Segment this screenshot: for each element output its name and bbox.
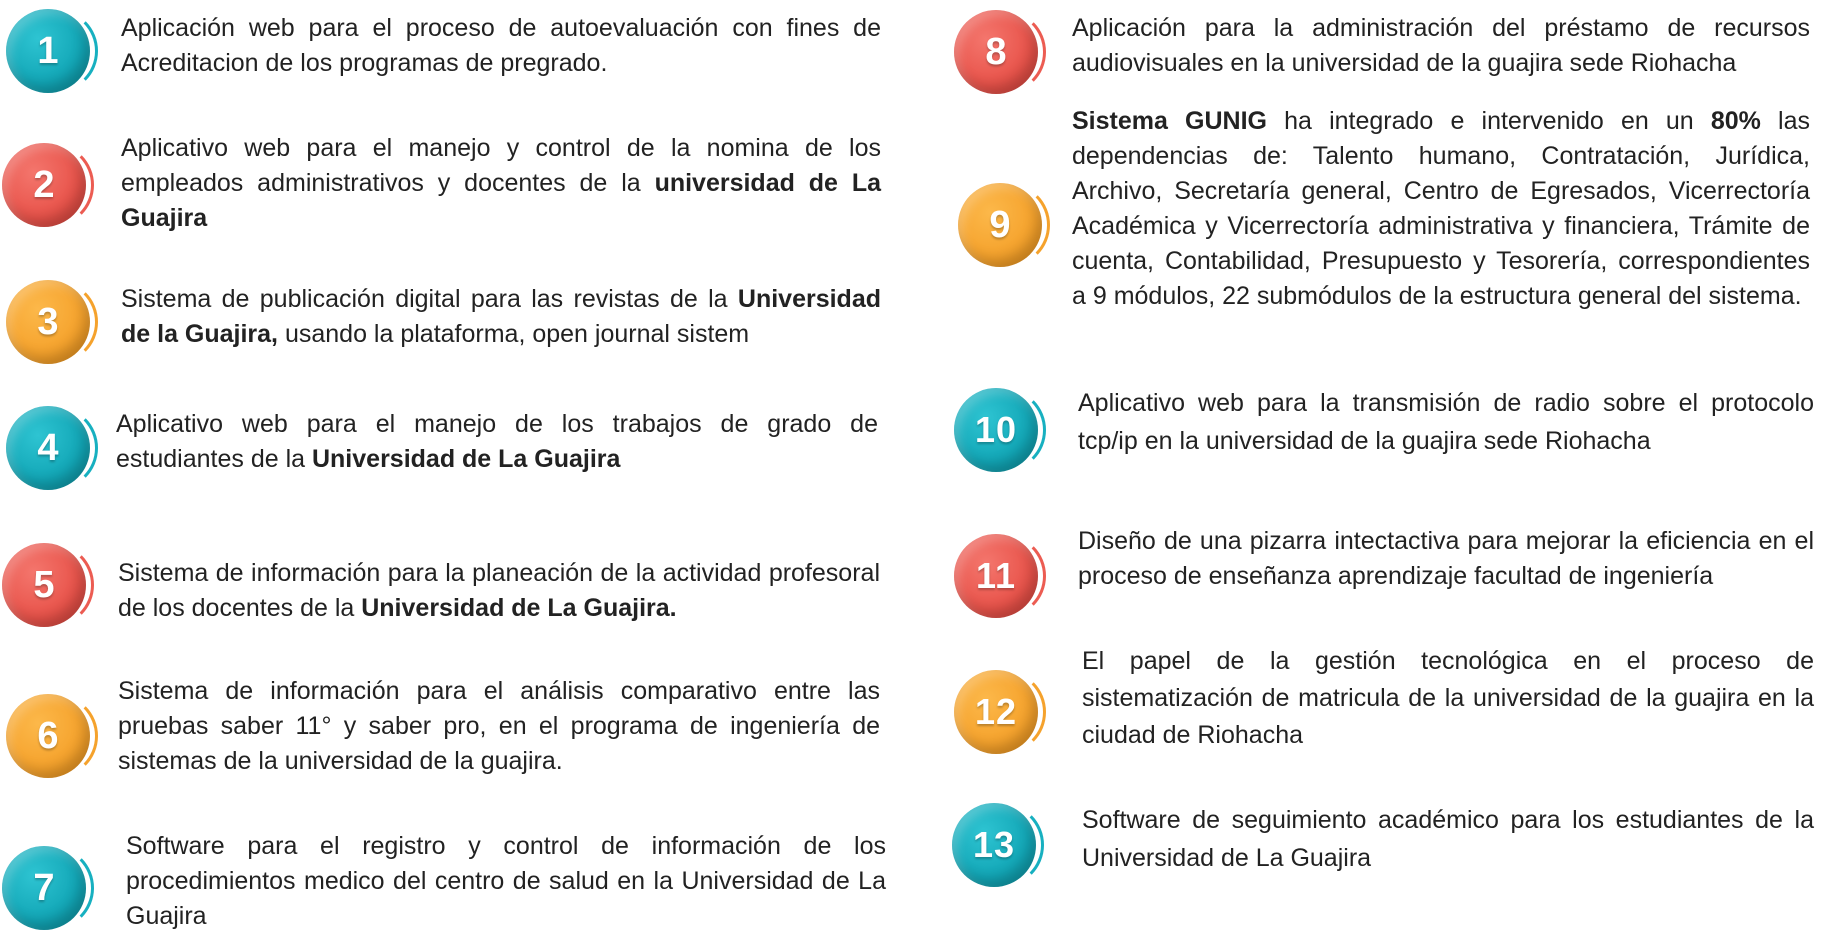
number-badge: 2 <box>2 143 86 227</box>
arc-decoration <box>960 803 1044 887</box>
item-text <box>121 282 881 352</box>
text-bold: Universidad de La Guajira <box>311 445 621 473</box>
item-text: Aplicativo web para la transmisión de radio sobre el protocolo tcp/ip en la universidad de la guajira sede Riohacha <box>1078 389 1814 455</box>
number-badge: 11 <box>954 534 1038 618</box>
number-badge: 13 <box>952 803 1036 887</box>
arc-decoration <box>962 388 1046 472</box>
text-part: Aplicativo web para el manejo de los trabajos de grado de estudiantes de la <box>116 410 878 473</box>
number-badge: 7 <box>2 846 86 930</box>
number-badge: 10 <box>954 388 1038 472</box>
text-bold: Universidad de La Guajira. <box>361 594 677 622</box>
text-bold: universidad de La Guajira <box>121 169 881 232</box>
text-bold: Sistema GUNIG <box>1072 107 1267 135</box>
arc-decoration <box>14 406 98 490</box>
arc-decoration <box>962 10 1046 94</box>
text-bold: Universidad de la Guajira, <box>121 285 881 348</box>
text-bold: 80% <box>1710 107 1761 135</box>
arc-decoration <box>966 183 1050 267</box>
item-text: El papel de la gestión tecnológica en el proceso de sistematización de matricula de la universidad de la guajira en la ciudad de Riohacha <box>1082 647 1814 749</box>
text-part: Aplicativo web para el manejo y control de la nomina de los empleados administrativos y docentes de la <box>121 134 881 197</box>
arc-decoration <box>14 280 98 364</box>
arc-decoration <box>10 143 94 227</box>
number-badge: 12 <box>954 670 1038 754</box>
arc-decoration <box>962 670 1046 754</box>
number-badge: 5 <box>2 543 86 627</box>
arc-decoration <box>14 9 98 93</box>
item-text <box>118 556 880 626</box>
text-part: las dependencias de: Talento humano, Contratación, Jurídica, Archivo, Secretaría general, Centro de Egresados, Vicerrectoría Académica y Vicerrectoría administrativa y financiera, Trámite de cuenta, Contabilidad, Presupuesto y Tesorería, correspondientes a 9 módulos, 22 submódulos de la estructura general del sistema. <box>1072 107 1811 310</box>
number-badge: 9 <box>958 183 1042 267</box>
item-text: Aplicación para la administración del préstamo de recursos audiovisuales en la universidad de la guajira sede Riohacha <box>1072 14 1810 77</box>
item-text: Sistema de información para el análisis comparativo entre las pruebas saber 11° y saber pro, en el programa de ingeniería de sistemas de la universidad de la guajira. <box>118 677 880 775</box>
number-badge: 3 <box>6 280 90 364</box>
item-text <box>121 131 881 236</box>
item-text: Software para el registro y control de información de los procedimientos medico del centro de salud en la Universidad de La Guajira <box>126 832 886 930</box>
number-badge: 4 <box>6 406 90 490</box>
item-text: Diseño de una pizarra intectactiva para mejorar la eficiencia en el proceso de enseñanza aprendizaje facultad de ingeniería <box>1078 527 1814 590</box>
item-text: Aplicación web para el proceso de autoevaluación con fines de Acreditacion de los programas de pregrado. <box>121 14 881 77</box>
arc-decoration <box>14 694 98 778</box>
item-text: Software de seguimiento académico para los estudiantes de la Universidad de La Guajira <box>1082 806 1814 872</box>
text-part: usando la plataforma, open journal sistem <box>278 320 750 348</box>
arc-decoration <box>962 534 1046 618</box>
number-badge: 8 <box>954 10 1038 94</box>
number-badge: 6 <box>6 694 90 778</box>
item-text <box>116 407 878 477</box>
arc-decoration <box>10 543 94 627</box>
text-part: Sistema de información para la planeación de la actividad profesoral de los docentes de la <box>118 559 880 622</box>
number-badge: 1 <box>6 9 90 93</box>
item-text <box>1072 104 1810 314</box>
arc-decoration <box>10 846 94 930</box>
text-part: ha integrado e intervenido en un <box>1266 107 1711 135</box>
text-part: Sistema de publicación digital para las revistas de la <box>121 285 738 313</box>
